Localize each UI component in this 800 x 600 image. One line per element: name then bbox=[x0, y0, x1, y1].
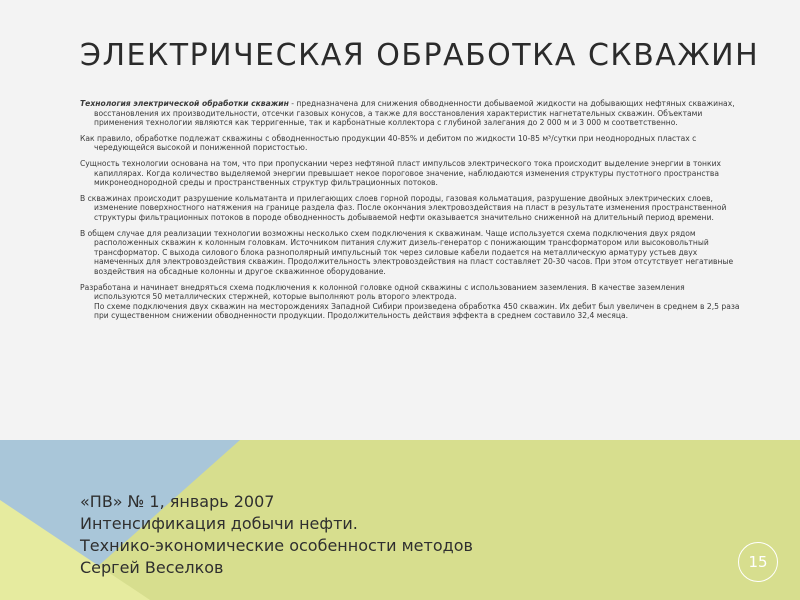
paragraph-4 bbox=[80, 194, 740, 223]
paragraph-text: Разработана и начинает внедряться схема подключения к колонной головке одной скважины с использованием заземления. В качестве заземления используются 50 металлических стержней, которые выполняют роль второго электрода. bbox=[80, 282, 685, 302]
footer-line: «ПВ» № 1, январь 2007 bbox=[80, 492, 275, 511]
footer-line: Технико-экономические особенности методов bbox=[80, 536, 473, 555]
paragraph-5 bbox=[80, 229, 740, 277]
page-number-badge: 15 bbox=[738, 542, 778, 582]
footer-line: Интенсификация добычи нефти. bbox=[80, 514, 358, 533]
paragraph-3 bbox=[80, 159, 740, 188]
slide-body bbox=[80, 99, 740, 327]
footer-citation bbox=[80, 491, 473, 579]
paragraph-1 bbox=[80, 99, 740, 128]
paragraph-text: В скважинах происходит разрушение кольматанта и прилегающих слоев горной породы, газовая кольматация, разрушение двойных электрических слоев, изменение поверхностного натяжения на границе раздела фаз. После окончания электровоздействия на пласт в результате изменения пространственной структуры фильтрационных потоков в породе обводненность добываемой нефти оказывается значительно сниженной на длительный период времени. bbox=[80, 193, 727, 222]
paragraph-text: Как правило, обработке подлежат скважины с обводненностью продукции 40-85% и дебитом по жидкости 10-85 м³/сутки при неоднородных пластах с чередующейся высокой и пониженной пористостью. bbox=[80, 133, 697, 153]
paragraph-lead: Технология электрической обработки скважин bbox=[80, 99, 289, 108]
paragraph-text: Сущность технологии основана на том, что при пропускании через нефтяной пласт импульсов электрического тока происходит выделение энергии в тонких капиллярах. Когда количество выделяемой энергии превышает некое пороговое значение, наблюдаются изменения структуры пустотного пространства микронеоднородной среды и пространственных структур фильтрационных потоков. bbox=[80, 158, 722, 188]
footer-line: Сергей Веселков bbox=[80, 558, 224, 577]
paragraph-2 bbox=[80, 134, 740, 153]
paragraph-6 bbox=[80, 283, 740, 321]
paragraph-text: В общем случае для реализации технологии возможны несколько схем подключения к скважинам. Чаще используется схема подключения двух рядом расположенных скважин к колонным головкам. Источником питания служит дизель-генератор с понижающим трансформатором или высоковольтный трансформатор. С выхода силового блока разнополярный импульсный ток через силовые кабели подается на металлическую арматуру устьев двух намеченных для электровоздействия скважин. Продолжительность электровоздействия на пласт составляет 20-30 часов. При этом отсутствует негативные воздействия на обсадные колонны и другое скважинное оборудование. bbox=[80, 228, 734, 276]
paragraph-text: - предназначена для снижения обводненности добываемой жидкости на добывающих нефтяных скважинах, восстановления их производительности, отсечки газовых конусов, а также для восстановления характеристик нагнетательных скважин. Объектами применения технологии являются как терригенные, так и карбонатные коллектора с глубиной залегания до 2 000 м и 3 000 м соответственно. bbox=[94, 99, 735, 128]
slide-title: ЭЛЕКТРИЧЕСКАЯ ОБРАБОТКА СКВАЖИН bbox=[80, 38, 760, 73]
paragraph-text-continued: По схеме подключения двух скважин на месторождениях Западной Сибири произведена обработка 450 скважин. Их дебит был увеличен в среднем в 2,5 раза при существенном снижении обводненности продукции. Продолжительность действия эффекта в среднем составило 32,4 месяца. bbox=[94, 301, 740, 321]
